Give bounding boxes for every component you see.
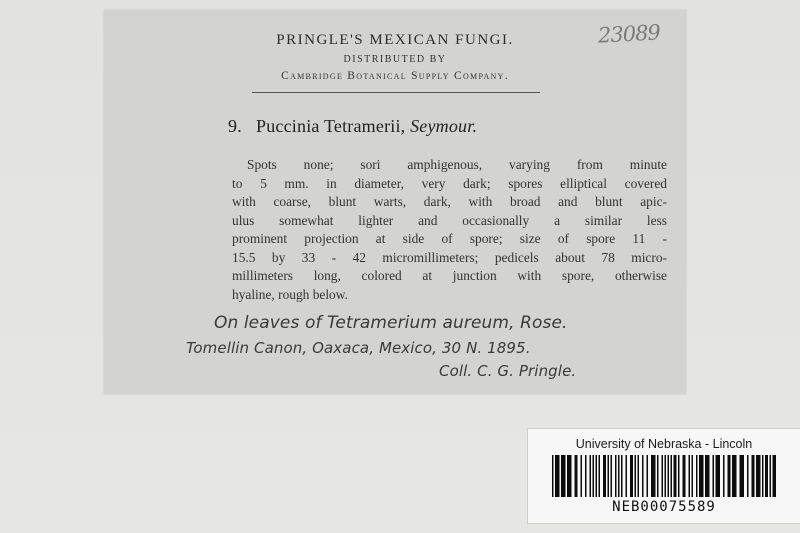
- barcode-bar: [581, 455, 583, 497]
- barcode-bar: [668, 455, 670, 497]
- barcode-bar: [692, 455, 694, 497]
- barcode-bar: [567, 455, 572, 497]
- barcode-bar: [699, 455, 704, 497]
- barcode-bar: [642, 455, 644, 497]
- barcode-bar: [599, 455, 601, 497]
- barcode-bar: [671, 455, 673, 497]
- barcode-bar: [732, 455, 737, 497]
- barcode-bar: [765, 455, 768, 497]
- barcode-bar: [716, 455, 721, 497]
- description-line: hyaline, rough below.: [232, 286, 348, 302]
- barcode-bar: [747, 455, 749, 497]
- collector-line: Coll. C. G. Pringle.: [439, 362, 577, 380]
- barcode-bar: [593, 455, 595, 497]
- specimen-label: [104, 10, 686, 394]
- description-line: 15.5 by 33 - 42 micromillimeters; pedicels about 78 micro-: [232, 249, 667, 265]
- accession-number: 23089: [597, 20, 661, 48]
- barcode-bar: [689, 455, 691, 497]
- barcode-bar: [585, 455, 587, 497]
- barcode-bar: [590, 455, 592, 497]
- barcode-bar: [621, 455, 623, 497]
- species-number: 9.: [228, 116, 242, 136]
- distributed-by-line: DISTRIBUTED BY: [343, 54, 447, 65]
- barcode-bar: [575, 455, 578, 497]
- description-line: with coarse, blunt warts, dark, with broad and blunt apic-: [232, 194, 667, 209]
- barcode-bar: [615, 455, 617, 497]
- barcode-bar: [752, 455, 755, 497]
- label-title: PRINGLE'S MEXICAN FUNGI.: [276, 32, 514, 48]
- barcode-bar: [773, 455, 777, 497]
- barcode-bar: [770, 455, 772, 497]
- barcode-bar: [657, 455, 659, 497]
- barcode-bar: [678, 455, 680, 497]
- barcode-bar: [630, 455, 633, 497]
- species-author: Seymour.: [410, 116, 478, 136]
- species-line: [228, 116, 477, 137]
- barcode-bar: [635, 455, 637, 497]
- host-line: On leaves of Tetramerium aureum, Rose.: [214, 313, 568, 333]
- barcode-bar: [618, 455, 620, 497]
- barcode-bar: [683, 455, 686, 497]
- locality-line: Tomellin Canon, Oaxaca, Mexico, 30 N. 1895.: [186, 339, 531, 357]
- barcode-bar: [626, 455, 628, 497]
- barcode-number: NEB00075589: [612, 499, 716, 515]
- barcode-bar: [762, 455, 764, 497]
- description-line: prominent projection at side of spore; size of spore 11 -: [232, 231, 667, 246]
- barcode-bar: [696, 455, 698, 497]
- barcode-bar: [705, 455, 710, 497]
- description-line: millimeters long, colored at junction with spore, otherwise: [232, 268, 667, 283]
- barcode-bar: [561, 455, 566, 497]
- barcode-bar: [608, 455, 610, 497]
- barcode-bar: [651, 455, 656, 497]
- barcode-bar: [552, 455, 554, 497]
- barcode-bar: [674, 455, 677, 497]
- barcode-bar: [728, 455, 731, 497]
- barcode-bar: [555, 455, 560, 497]
- species-name: Puccinia Tetramerii,: [256, 116, 406, 136]
- barcode-bar: [756, 455, 761, 497]
- barcode-bar: [638, 455, 640, 497]
- barcode-bar: [603, 455, 606, 497]
- institution-name: University of Nebraska - Lincoln: [575, 437, 753, 451]
- description-line: ulus somewhat lighter and occasionally a similar less: [232, 212, 667, 228]
- header-divider: [252, 92, 540, 93]
- barcode-graphic: [552, 455, 776, 497]
- barcode-bar: [723, 455, 725, 497]
- barcode-bar: [662, 455, 664, 497]
- company-name: Cambridge Botanical Supply Company.: [281, 70, 509, 82]
- barcode-bar: [647, 455, 649, 497]
- description-line: Spots none; sori amphigenous, varying from minute: [247, 157, 667, 172]
- species-description: [232, 156, 667, 304]
- description-line: to 5 mm. in diameter, very dark; spores elliptical covered: [232, 175, 667, 191]
- barcode-bar: [665, 455, 667, 497]
- barcode-bar: [713, 455, 715, 497]
- barcode-bar: [611, 455, 613, 497]
- barcode-card: [527, 428, 800, 524]
- barcode-bar: [740, 455, 745, 497]
- barcode-bar: [596, 455, 598, 497]
